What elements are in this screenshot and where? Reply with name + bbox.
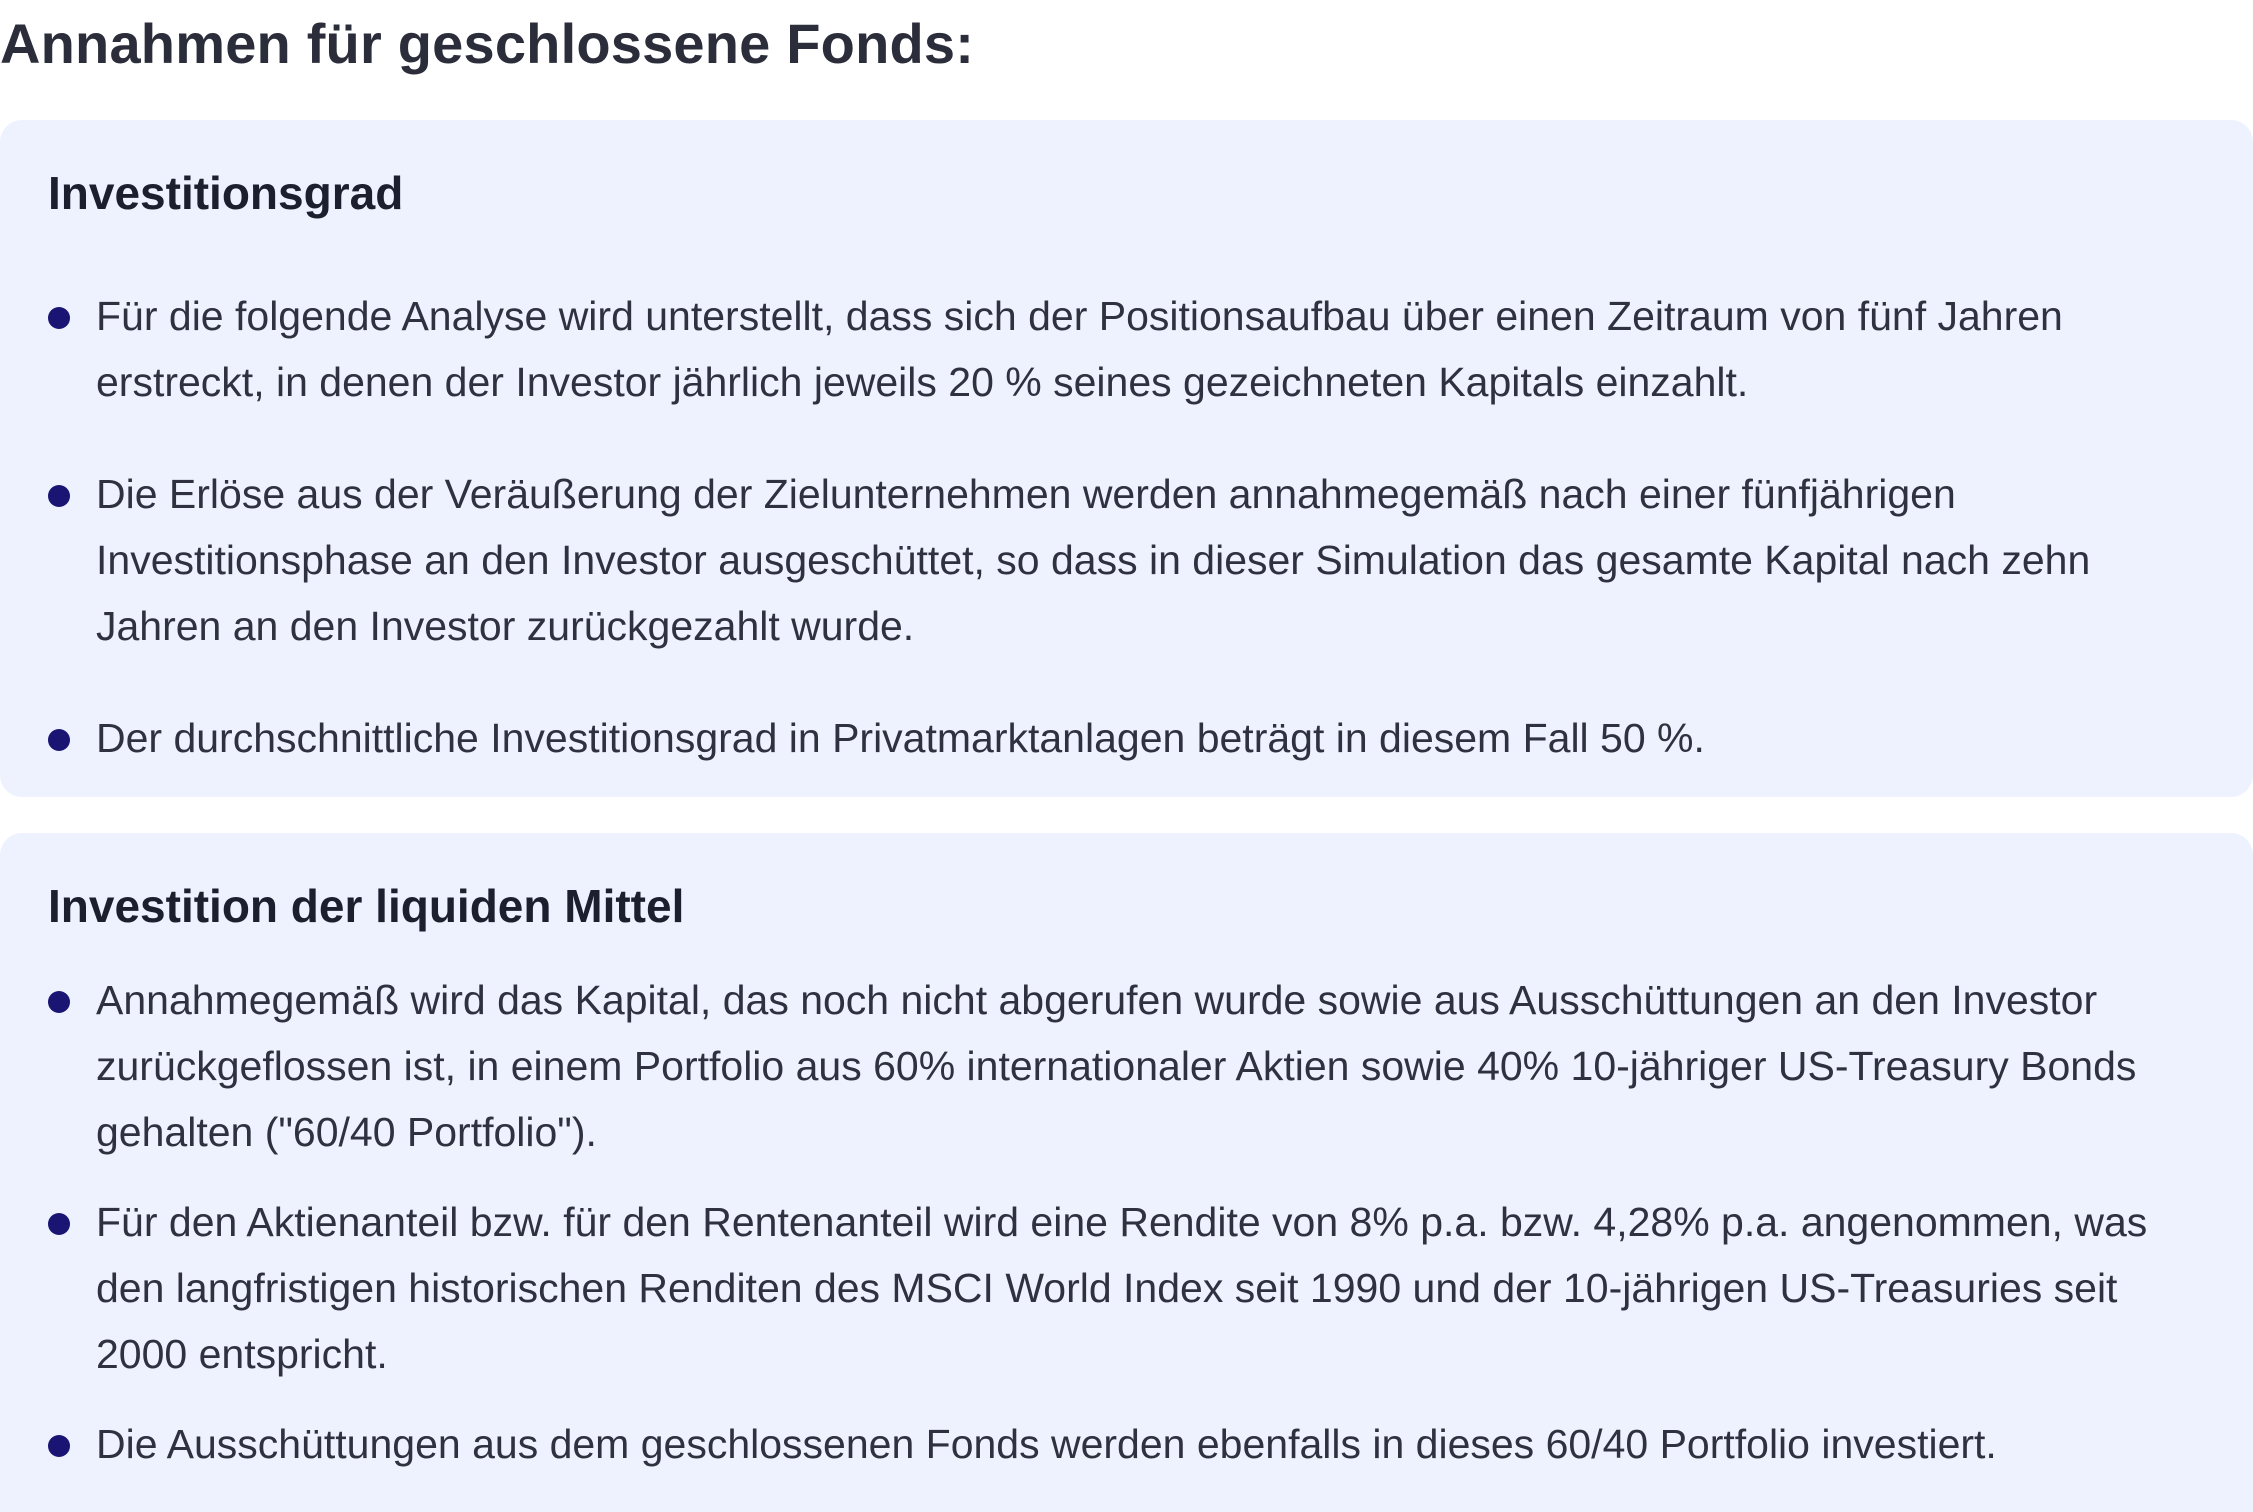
list-item-text: Annahmegemäß wird das Kapital, das noch nicht abgerufen wurde sowie aus Ausschüttungen an den Investor zurückgeflossen ist, in einem Portfolio aus 60% internationaler Aktien sowie 40% 10-jähriger US-Treasury Bonds gehalten ("60/40 Portfolio").: [96, 977, 2137, 1155]
section-investitionsgrad: [0, 120, 2253, 797]
list-item: [48, 1411, 2205, 1477]
section-heading: Investitionsgrad: [48, 167, 404, 219]
bullet-dot-icon: [48, 991, 70, 1013]
section-investition-liquide-mittel: [0, 833, 2253, 1512]
list-item: [48, 705, 2205, 771]
list-item: [48, 283, 2205, 415]
list-item-text: Die Erlöse aus der Veräußerung der Zielunternehmen werden annahmegemäß nach einer fünfjährigen Investitionsphase an den Investor ausgeschüttet, so dass in dieser Simulation das gesamte Kapital nach zehn Jahren an den Investor zurückgezahlt wurde.: [96, 471, 2091, 649]
page-title: Annahmen für geschlossene Fonds:: [0, 12, 975, 75]
bullet-dot-icon: [48, 307, 70, 329]
list-item: [48, 967, 2205, 1165]
list-item: [48, 461, 2205, 659]
bullet-dot-icon: [48, 1213, 70, 1235]
bullet-list: [48, 283, 2205, 817]
list-item-text: Der durchschnittliche Investitionsgrad in Privatmarktanlagen beträgt in diesem Fall 50 %.: [96, 715, 1705, 761]
bullet-dot-icon: [48, 485, 70, 507]
list-item-text: Die Ausschüttungen aus dem geschlossenen Fonds werden ebenfalls in dieses 60/40 Portfolio investiert.: [96, 1421, 1997, 1467]
list-item: [48, 1189, 2205, 1387]
bullet-dot-icon: [48, 1435, 70, 1457]
bullet-list: [48, 967, 2205, 1501]
section-heading: Investition der liquiden Mittel: [48, 880, 685, 932]
bullet-dot-icon: [48, 729, 70, 751]
list-item-text: Für den Aktienanteil bzw. für den Rentenanteil wird eine Rendite von 8% p.a. bzw. 4,28% p.a. angenommen, was den langfristigen historischen Renditen des MSCI World Index seit 1990 und der 10-jährigen US-Treasuries seit 2000 entspricht.: [96, 1199, 2148, 1377]
list-item-text: Für die folgende Analyse wird unterstellt, dass sich der Positionsaufbau über einen Zeitraum von fünf Jahren erstreckt, in denen der Investor jährlich jeweils 20 % seines gezeichneten Kapitals einzahlt.: [96, 293, 2063, 405]
